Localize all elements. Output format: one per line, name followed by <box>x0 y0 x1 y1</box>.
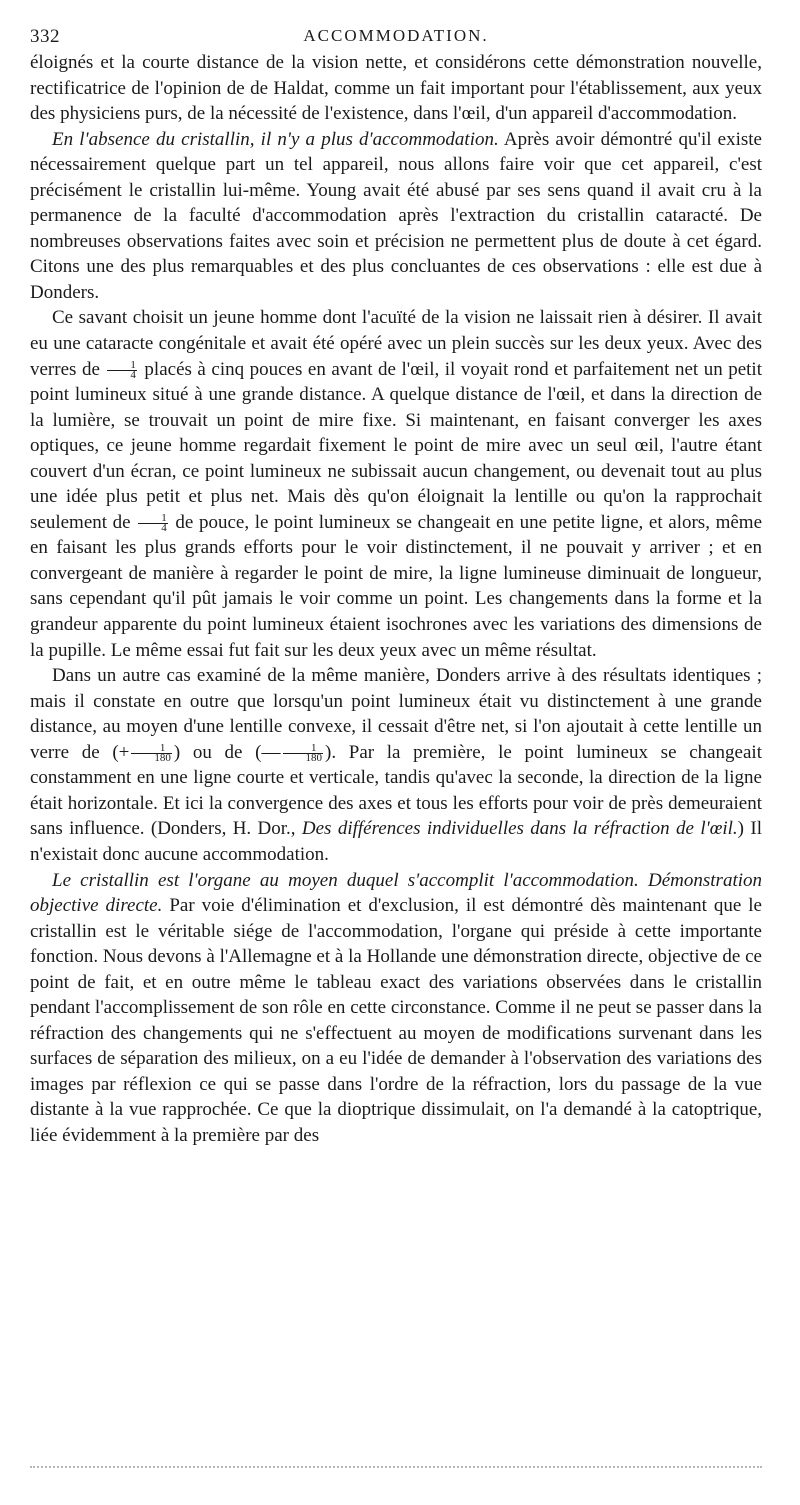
section-heading-italic: Le cristallin est l'organe au moyen duquel s'accomplit l'accommodation. Démonstration objective directe. <box>30 869 762 917</box>
paragraph-text: ) Il n'existait donc aucune accommodation. <box>30 818 762 865</box>
fraction-numerator: 1 <box>138 514 168 524</box>
fraction <box>107 358 137 381</box>
fraction-denominator: 4 <box>130 368 136 381</box>
paragraph-text: placés à cinq pouces en avant de l'œil, il voyait rond et parfaitement net un petit point lumineux situé à une grande distance. A quelque distance de l'œil, et dans la direction de la lumière, se trouvait un point de mire fixe. Si maintenant, en faisant converger les axes optiques, ce jeune homme regardait fixement le point de mire avec un seul œil, l'autre étant couvert d'un écran, ce point lumineux ne subissait aucun changement, ou devenait tout au plus une idée plus petit et plus net. Mais dès qu'on éloignait la lentille ou qu'on la rapprochait seulement de <box>30 358 762 533</box>
fraction-numerator: 1 <box>283 744 324 754</box>
page-number: 332 <box>30 26 60 47</box>
paragraph-text: ) ou de (— <box>173 741 281 763</box>
fraction-denominator: 180 <box>305 751 322 764</box>
fraction-denominator: 180 <box>154 751 171 764</box>
fraction <box>138 511 168 534</box>
book-page <box>30 22 762 1149</box>
paragraph-donders-observation <box>30 305 762 663</box>
paragraph-text: Ce savant choisit un jeune homme dont l'acuïté de la vision ne laissait rien à désirer. Il avait eu une cataracte congénitale et avait été opéré avec un plein succès sur les deux yeux. Avec des verres de <box>30 307 762 380</box>
paragraph-text: ). Par la première, le point lumineux se changeait constamment en une ligne courte et verticale, tandis qu'avec la seconde, la direction de la ligne était horizontale. Et ici la convergence des axes et tous les efforts pour voir de près demeuraient sans influence. (Donders, H. Dor., <box>30 741 762 840</box>
paragraph-text: Après avoir démontré qu'il existe nécessairement quelque part un tel appareil, nous allons faire voir que cet appareil, c'est précisément le cristallin lui-même. Young avait été abusé par ses sens quand il avait cru à la permanence de la faculté d'accommodation après l'extraction du cristallin cataracté. De nombreuses observations faites avec soin et précision ne permettent plus de doute à cet égard. Citons une des plus remarquables et des plus concluantes de ces observations : elle est due à Donders. <box>30 128 762 303</box>
paragraph-absence-cristallin <box>30 127 762 306</box>
fraction-denominator: 4 <box>161 521 167 534</box>
paragraph-continuation <box>30 50 762 127</box>
paragraph-text: Dans un autre cas examiné de la même manière, Donders arrive à des résultats identiques ; mais il constate en outre que lorsqu'un point lumineux était vu distinctement à une grande distance, au moyen d'une lentille convexe, il cessait d'être net, si l'on ajoutait à cette lentille un verre de (+ <box>30 665 762 763</box>
paragraph-text: éloignés et la courte distance de la vision nette, et considérons cette démonstration nouvelle, rectificatrice de l'opinion de de Haldat, comme un fait important pour l'établissement, aux yeux des physiciens purs, de la nécessité de l'existence, dans l'œil, d'un appareil d'accommodation. <box>30 52 762 125</box>
fraction <box>131 741 172 764</box>
paragraph-text: de pouce, le point lumineux se changeait en une petite ligne, et alors, même en faisant les plus grands efforts pour le voir distinctement, il ne pouvait y arriver ; et en convergeant de manière à regarder le point de mire, la ligne lumineuse diminuait de longueur, sans cependant qu'il pût jamais le voir comme un point. Les changements dans la forme et la grandeur apparente du point lumineux étaient isochrones avec les variations des dimensions de la pupille. Le même essai fut fait sur les deux yeux avec un même résultat. <box>30 511 762 661</box>
paragraph-text: Par voie d'élimination et d'exclusion, il est démontré dès maintenant que le cristallin est le véritable siége de l'accommodation, l'organe qui préside à cette importante fonction. Nous devons à l'Allemagne et à la Hollande une démonstration directe, objective de ce point de fait, et en outre même le tableau exact des variations observées dans le cristallin pendant l'accomplissement de son rôle en cette circonstance. Comme il ne peut se passer dans la réfraction des changements qui ne s'effectuent au moyen de modifications survenant dans les surfaces de séparation des milieux, on a eu l'idée de demander à l'observation des variations des images par réflexion ce qui se passe dans l'ordre de la réfraction, lors du passage de la vue distante à la vue rapprochée. Ce que la dioptrique dissimulait, on l'a demandé à la catoptrique, liée évidemment à la première par des <box>30 895 762 1146</box>
fraction-numerator: 1 <box>107 361 137 371</box>
paragraph-objective-demonstration <box>30 868 762 1149</box>
page-bottom-bleed-through <box>30 1466 762 1468</box>
section-heading-italic: En l'absence du cristallin, il n'y a plus d'accommodation. <box>52 128 499 150</box>
citation-title: Des différences individuelles dans la réfraction de l'œil. <box>301 818 738 840</box>
page-body <box>30 50 762 1149</box>
fraction-numerator: 1 <box>131 744 172 754</box>
paragraph-second-case <box>30 663 762 867</box>
fraction <box>283 741 324 764</box>
running-title: ACCOMMODATION. <box>303 26 489 45</box>
running-header <box>30 22 762 50</box>
